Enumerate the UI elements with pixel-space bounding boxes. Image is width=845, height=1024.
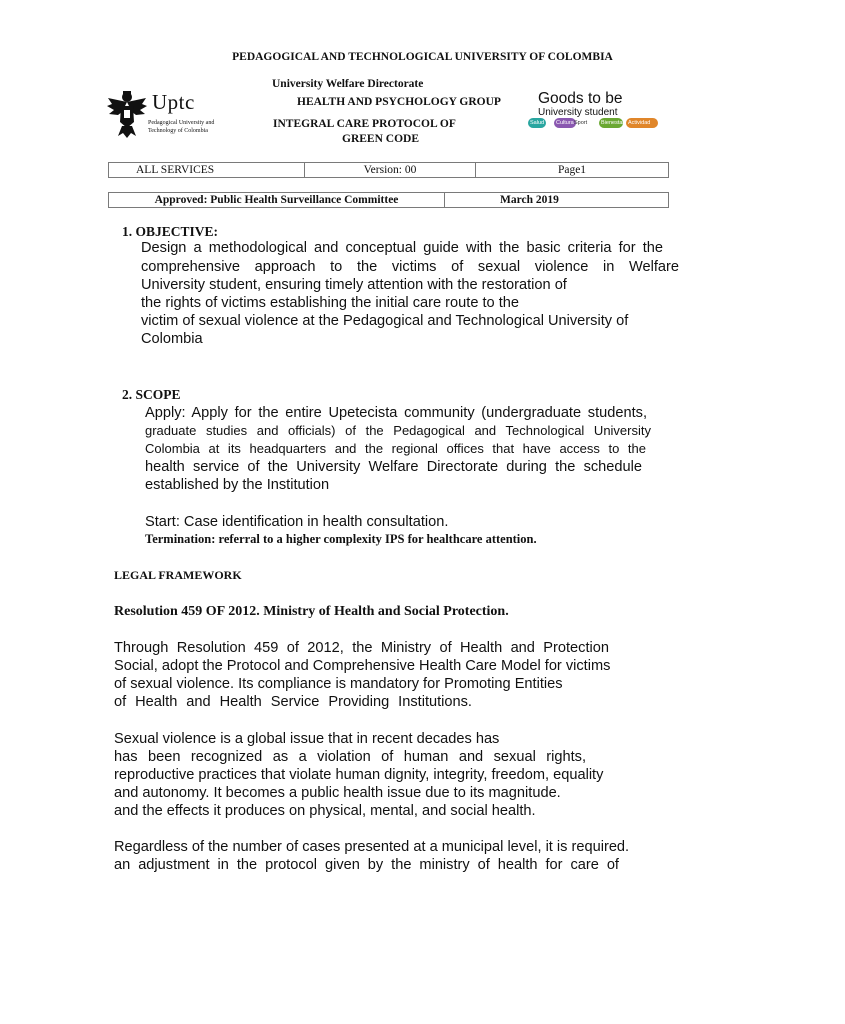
scope-termination: Termination: referral to a higher complexity IPS for healthcare attention. bbox=[145, 532, 537, 546]
approved-cell: Approved: Public Health Surveillance Committee bbox=[109, 193, 445, 208]
legal-para3-line2: an adjustment in the protocol given by the ministry of health for care of bbox=[114, 857, 619, 873]
legal-para2-line1: Sexual violence is a global issue that in recent decades has bbox=[114, 731, 500, 747]
protocol-title-line1: INTEGRAL CARE PROTOCOL OF bbox=[273, 118, 456, 130]
protocol-title-line2: GREEN CODE bbox=[342, 133, 419, 145]
objective-line-3: University student, ensuring timely attention with the restoration of bbox=[141, 277, 567, 293]
goods-logo-subtitle: University student bbox=[538, 107, 618, 118]
legal-para1-line4: of Health and Health Service Providing Institutions. bbox=[114, 694, 472, 710]
meta-table-approval bbox=[108, 192, 669, 208]
legal-para1-line2: Social, adopt the Protocol and Comprehensive Health Care Model for victims bbox=[114, 658, 611, 674]
goods-chip-health: Salud bbox=[530, 120, 545, 126]
date-cell: March 2019 bbox=[445, 193, 669, 208]
scope-line-4: health service of the University Welfare Directorate during the schedule bbox=[145, 459, 642, 475]
uptc-logo bbox=[106, 88, 228, 140]
meta-table-version bbox=[108, 162, 669, 178]
scope-line-1: Apply: Apply for the entire Upetecista community (undergraduate students, bbox=[145, 405, 647, 421]
page-cell: Page1 bbox=[476, 163, 669, 178]
goods-chip-healthy: Actividad Saludable bbox=[626, 118, 658, 128]
legal-para3-line1: Regardless of the number of cases presented at a municipal level, it is required. bbox=[114, 839, 630, 855]
group-label: HEALTH AND PSYCHOLOGY GROUP bbox=[297, 96, 501, 108]
services-cell: ALL SERVICES bbox=[109, 163, 305, 178]
directorate-label: University Welfare Directorate bbox=[272, 78, 424, 90]
objective-heading: 1. OBJECTIVE: bbox=[122, 224, 219, 239]
objective-line-6: Colombia bbox=[141, 331, 203, 347]
legal-framework-heading: LEGAL FRAMEWORK bbox=[114, 568, 242, 582]
scope-line-3: Colombia at its headquarters and the regional offices that have access to the bbox=[145, 441, 646, 456]
objective-line-5: victim of sexual violence at the Pedagogical and Technological University of bbox=[141, 313, 629, 329]
goods-chip-sport: Sport bbox=[574, 120, 588, 126]
goods-chip-social: Bienestar Social bbox=[601, 120, 625, 136]
goods-chip-culture: Cultura bbox=[556, 120, 574, 126]
legal-para2-line3: reproductive practices that violate human dignity, integrity, freedom, equality bbox=[114, 767, 604, 783]
scope-line-5: established by the Institution bbox=[145, 477, 330, 493]
objective-line-4: the rights of victims establishing the initial care route to the bbox=[141, 295, 520, 311]
eagle-crest-icon bbox=[106, 88, 148, 140]
resolution-title: Resolution 459 OF 2012. Ministry of Health and Social Protection. bbox=[114, 604, 509, 619]
objective-line-2: comprehensive approach to the victims of sexual violence in Welfare bbox=[141, 259, 679, 275]
version-cell: Version: 00 bbox=[305, 163, 476, 178]
legal-para1-line3: of sexual violence. Its compliance is mandatory for Promoting Entities bbox=[114, 676, 563, 692]
goods-logo-title: Goods to be bbox=[538, 90, 623, 107]
logo-subtitle-line2: Technology of Colombia bbox=[148, 128, 208, 134]
legal-para2-line2: has been recognized as a violation of human and sexual rights, bbox=[114, 749, 586, 765]
logo-subtitle-line1: Pedagogical University and bbox=[148, 120, 215, 126]
legal-para2-line5: and the effects it produces on physical, mental, and social health. bbox=[114, 803, 536, 819]
legal-para2-line4: and autonomy. It becomes a public health issue due to its magnitude. bbox=[114, 785, 561, 801]
scope-line-2: graduate studies and officials) of the Pedagogical and Technological University bbox=[145, 423, 651, 438]
university-title: PEDAGOGICAL AND TECHNOLOGICAL UNIVERSITY OF COLOMBIA bbox=[232, 51, 613, 63]
legal-para1-line1: Through Resolution 459 of 2012, the Ministry of Health and Protection bbox=[114, 640, 609, 656]
scope-start: Start: Case identification in health consultation. bbox=[145, 514, 449, 530]
scope-heading: 2. SCOPE bbox=[122, 387, 181, 402]
objective-line-1: Design a methodological and conceptual guide with the basic criteria for the bbox=[141, 240, 663, 256]
logo-wordmark: Uptc bbox=[152, 90, 195, 114]
